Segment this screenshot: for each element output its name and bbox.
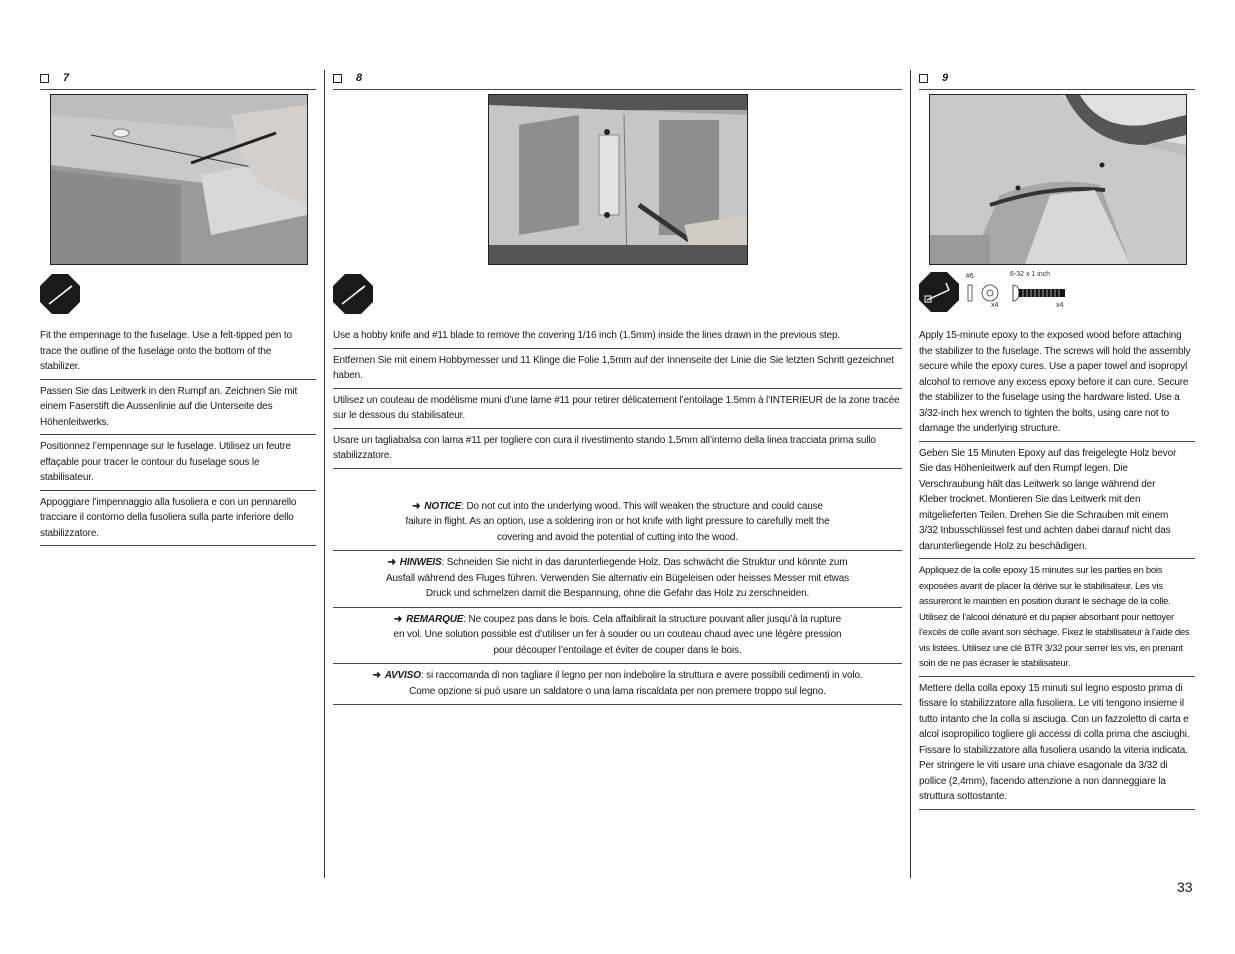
notice-text: : Schneiden Sie nicht in das darunterliegende Holz. Das schwächt die Struktur und könnte zum Ausfall während des Fluges führen. Verwenden Sie alternativ ein Bügeleisen oder heisses Messer mit etwas Druck und schmelzen damit die Bespannung, ohne die Gefahr das Holz zu zerschneiden.: [386, 557, 849, 599]
step-number: 9: [942, 72, 949, 84]
page-number: 33: [1177, 879, 1193, 895]
text-italian: Usare un tagliabalsa con lama #11 per togliere con cura il rivestimento stando 1,5mm all’interno della linea tracciata prima sullo stabilizzatore.: [333, 429, 902, 469]
step-number: 8: [356, 72, 363, 84]
step-7-text: [40, 324, 316, 546]
text-french: Positionnez l’empennage sur le fuselage. Utilisez un feutre effaçable pour tracer le contour du fuselage sous le stabilisateur.: [40, 435, 316, 491]
checkbox-icon[interactable]: [919, 74, 928, 83]
text-italian: Mettere della colla epoxy 15 minuti sul legno esposto prima di fissare lo stabilizzatore alla fusoliera. Le viti tengono insieme il tutto intanto che la colla si asciuga. Con un fazzoletto di carta e alcol isopropilico togliere gli accessi di colla prima che asciughi. Fissare lo stabilizzatore alla fusoliera usando la viteria indicata. Per stringere le viti usare una chiave esagonale da 3/32 di pollice (2,4mm), facendo attenzione a non danneggiare la struttura sottostante.: [919, 677, 1195, 810]
notice-label: REMARQUE: [406, 613, 464, 625]
washer-icon: [966, 283, 1006, 303]
screw-quantity: x4: [1056, 302, 1064, 309]
text-italian: Appoggiare l’impennaggio alla fusoliera e con un pennarello tracciare il contorno della fusoliera sulla parte inferiore dello stabilizzatore.: [40, 491, 316, 547]
text-french: Appliquez de la colle epoxy 15 minutes sur les parties en bois exposées avant de placer la dérive sur le stabilisateur. Les vis assureront le maintien en position durant le séchage de la colle. Utilisez de l’alcool dénaturé et du papier absorbant pour nettoyer l’excès de colle avant son séchage. Fixez le stabilisateur à l’aide des vis listées. Utilisez une clé BTR 3/32 pour serrer les vis, en prenant soin de ne pas écraser le stabilisateur.: [919, 559, 1195, 677]
text-german: Entfernen Sie mit einem Hobbymesser und 11 Klinge die Folie 1,5mm auf der Innenseite der Linie die Sie letzten Schritt gezeichnet haben.: [333, 349, 902, 389]
text-english: Fit the empennage to the fuselage. Use a felt-tipped pen to trace the outline of the fuselage onto the bottom of the stabilizer.: [40, 324, 316, 380]
screw-icon: [1011, 283, 1067, 303]
arrow-right-icon: ➜: [372, 670, 381, 681]
text-german: Geben Sie 15 Minuten Epoxy auf das freigelegte Holz bevor Sie das Höhenleitwerk auf den Rumpf legen. Die Verschraubung hält das Leitwerk so lange während der Kleber trocknet. Montieren Sie das Leitwerk mit den mitgelieferten Teilen. Drehen Sie die Schrauben mit einem 3/32 Inbusschlüssel fest und achten dabei darauf nicht das darunterliegende Holz zu beschädigen.: [919, 442, 1195, 560]
washer-quantity: x4: [991, 302, 999, 309]
step-9-column: [919, 70, 1195, 90]
notice-text: : si raccomanda di non tagliare il legno per non indebolire la struttura e avere possibili cedimenti in volo. Come opzione si può usare un saldatore o una lama riscaldata per non premere troppo sul legno.: [409, 670, 863, 697]
arrow-right-icon: ➜: [393, 613, 403, 625]
step-7-photo: [50, 94, 308, 265]
step-9-header: [919, 70, 1195, 86]
step-8-text: [333, 324, 902, 705]
column-divider-2: [910, 70, 911, 878]
notice-it: [333, 664, 902, 705]
step-8-header: [333, 70, 902, 86]
notice-en: [333, 499, 902, 552]
text-english: Apply 15-minute epoxy to the exposed wood before attaching the stabilizer to the fuselage. The screws will hold the assembly secure while the epoxy cures. Use a paper towel and isopropyl alcohol to remove any excess epoxy before it can cure. Secure the stabilizer to the fuselage using the hardware listed. Use a 3/32-inch hex wrench to tighten the bolts, using care not to damage the underlying structure.: [919, 324, 1195, 442]
washer-label: #6: [966, 273, 974, 280]
arrow-right-icon: ➜: [387, 557, 396, 568]
checkbox-icon[interactable]: [333, 74, 342, 83]
step-number: 7: [63, 72, 70, 84]
step-8-column: [333, 70, 902, 90]
notice-text: : Ne coupez pas dans le bois. Cela affaiblirait la structure pouvant aller jusqu’à la rupture en vol. Une solution possible est d’utiliser un fer à souder ou un couteau chaud avec une légère pression pour découper l’entoilage et éviter de couper dans le bois.: [393, 613, 842, 656]
checkbox-icon[interactable]: [40, 74, 49, 83]
text-french: Utilisez un couteau de modélisme muni d’une lame #11 pour retirer délicatement l’entoilage 1.5mm à l’INTERIEUR de la zone tracée sur le dessous du stabilisateur.: [333, 389, 902, 429]
step-7-header: [40, 70, 316, 86]
step-8-photo: [488, 94, 748, 265]
step-9-photo: [929, 94, 1187, 265]
screw-label: 6-32 x 1 inch: [1010, 271, 1051, 278]
arrow-right-icon: ➜: [412, 500, 421, 512]
hex-wrench-tool-icon: [919, 272, 959, 312]
notice-label: HINWEIS: [399, 557, 442, 568]
knife-tool-icon: [40, 274, 80, 314]
notice-de: [333, 551, 902, 608]
notice-text: : Do not cut into the underlying wood. This will weaken the structure and could cause failure in flight. As an option, use a soldering iron or hot knife with light pressure to carefully melt the covering and avoid the potential of cutting into the wood.: [405, 500, 830, 543]
text-german: Passen Sie das Leitwerk in den Rumpf an. Zeichnen Sie mit einem Faserstift die Aussenlinie auf die Unterseite des Höhenleitwerks.: [40, 380, 316, 436]
notice-fr: [333, 608, 902, 665]
notice-label: NOTICE: [424, 500, 462, 512]
step-9-text: [919, 324, 1195, 810]
notice-label: AVVISO: [384, 670, 421, 681]
column-divider-1: [324, 70, 325, 878]
text-english: Use a hobby knife and #11 blade to remove the covering 1/16 inch (1.5mm) inside the lines drawn in the previous step.: [333, 324, 902, 349]
knife-tool-icon: [333, 274, 373, 314]
step-7-column: [40, 70, 316, 90]
